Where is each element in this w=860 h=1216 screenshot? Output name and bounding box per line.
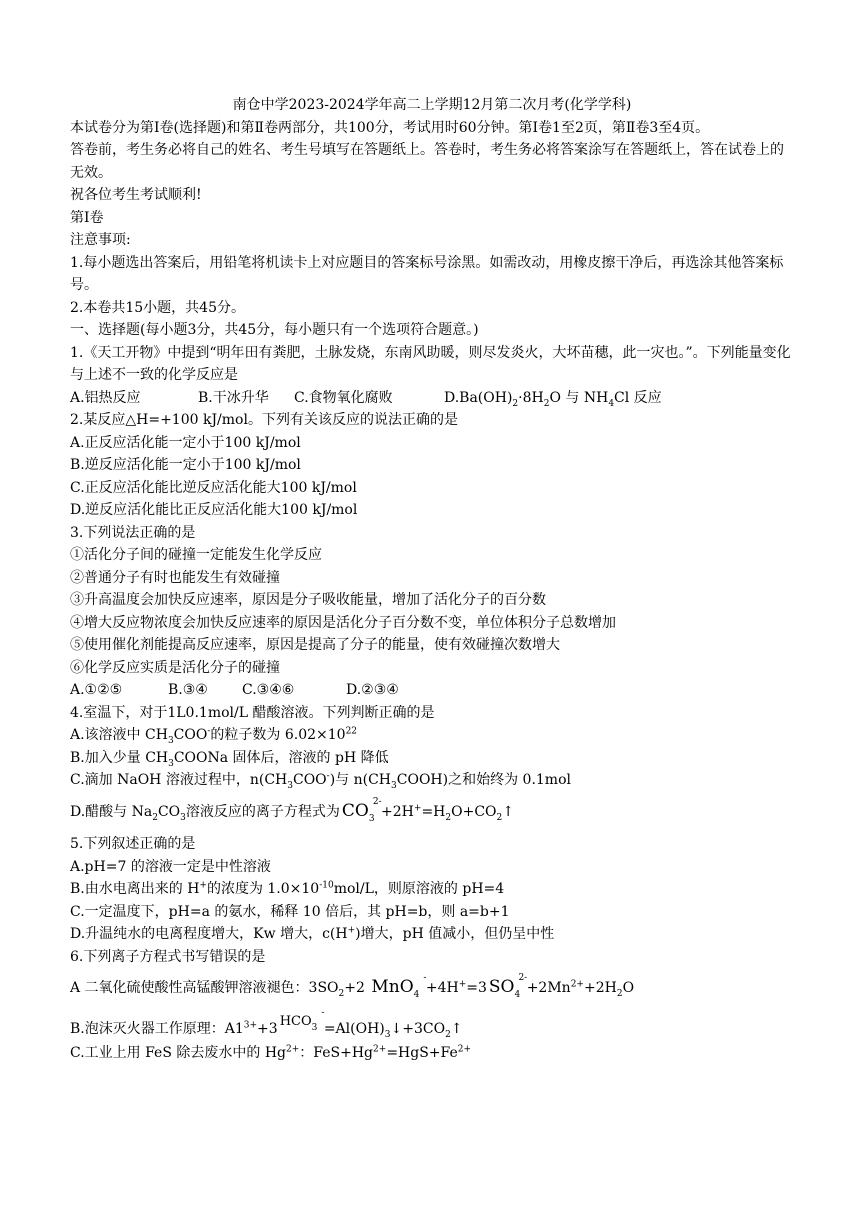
- q6-option-b: B.泡沫灭火器工作原理：$A1^{3+}+3$ $HCO_3$ - $=Al(OH)_3↓+3CO_2↑$: [70, 1007, 463, 1040]
- q1-options: [70, 387, 794, 410]
- carbonate-ion: $CO_3$ 2-: [341, 796, 382, 824]
- q1-option-a: A.铝热反应: [70, 389, 141, 406]
- q3-item-4: ④增大反应物浓度会加快反应速率的原因是活化分子百分数不变，单位体积分子总数增加: [70, 614, 616, 631]
- q3-option-c: C.③④⑥: [242, 682, 295, 698]
- exam-content: [70, 94, 794, 1065]
- q5-option-c: C.一定温度下，pH=a 的氨水，稀释 10 倍后，其 pH=b，则 a=b+1: [70, 903, 510, 920]
- q5-option-a: A.pH=7 的溶液一定是中性溶液: [70, 858, 271, 875]
- intro-line-2: 答卷前，考生务必将自己的姓名、考生号填写在答题纸上。答卷时，考生务必将答案涂写在答题纸上，答在试卷上的无效。: [70, 142, 784, 181]
- notice-2: 2.本卷共15小题，共45分。: [70, 299, 245, 316]
- sulfate-ion: $SO_4$ 2-: [488, 973, 528, 1000]
- intro-line-3: 祝各位考生考试顺利!: [70, 187, 202, 203]
- q3-option-d: D.②③④: [346, 682, 399, 698]
- volume-heading: 第Ⅰ卷: [70, 209, 104, 226]
- q6-stem: 6.下列离子方程式书写错误的是: [70, 948, 266, 965]
- section-heading: 一、选择题(每小题3分，共45分，每小题只有一个选项符合题意。): [70, 322, 479, 338]
- q2-option-d: D.逆反应活化能比正反应活化能大100 kJ/mol: [70, 502, 358, 518]
- q4-option-b: B.加入少量 $CH_3COONa$ 固体后，溶液的 pH 降低: [70, 749, 389, 769]
- q1-option-d: $D.Ba(OH)_2\cdot 8H_2O$ 与 $NH_4Cl$ 反应: [444, 389, 662, 409]
- q1-option-c: C.食物氧化腐败: [294, 389, 393, 406]
- q3-item-3: ③升高温度会加快反应速率，原因是分子吸收能量，增加了活化分子的百分数: [70, 592, 546, 608]
- q4-option-d: D.醋酸与 $Na_2CO_3$溶液反应的离子方程式为 $CO_3$ 2- $+2H^+=H_2O+CO_2↑$: [70, 796, 515, 824]
- q6-option-c: C.工业上用 FeS 除去废水中的 $Hg^{2+}$：$FeS+Hg^{2+}=HgS+Fe^{2+}$: [70, 1044, 472, 1061]
- q1-option-b: B.干冰升华: [198, 389, 269, 406]
- q3-stem: 3.下列说法正确的是: [70, 524, 196, 541]
- q5-option-d: D.升温纯水的电离程度增大，Kw 增大，c(H+)增大，pH 值减小，但仍呈中性: [70, 925, 555, 942]
- q1-stem: 1.《天工开物》中提到“明年田有粪肥，土脉发烧，东南风助暖，则尽发炎火，大坏苗穗，此一灾也。”。下列能量变化与上述不一致的化学反应是: [70, 344, 791, 383]
- q3-item-1: ①活化分子间的碰撞一定能发生化学反应: [70, 547, 322, 563]
- q3-option-a: A.①②⑤: [70, 682, 123, 698]
- q2-option-b: B.逆反应活化能一定小于100 kJ/mol: [70, 457, 301, 473]
- q4-stem: 4.室温下，对于1L0.1mol/L 醋酸溶液。下列判断正确的是: [70, 704, 435, 721]
- q3-options: [70, 679, 794, 702]
- intro-line-1: 本试卷分为第Ⅰ卷(选择题)和第Ⅱ卷两部分，共100分，考试用时60分钟。第Ⅰ卷1至2页，第Ⅱ卷3至4页。: [70, 119, 710, 136]
- q2-stem: 2.某反应△H=+100 kJ/mol。下列有关该反应的说法正确的是: [70, 412, 458, 428]
- q3-item-2: ②普通分子有时也能发生有效碰撞: [70, 569, 280, 586]
- bicarbonate-ion: $HCO_3$ -: [279, 1007, 325, 1033]
- exam-title: 南仓中学2023-2024学年高二上学期12月第二次月考(化学学科): [232, 97, 632, 113]
- q3-option-b: B.③④: [168, 682, 208, 698]
- q4-option-a: A.该溶液中 $CH_3COO^-$的粒子数为 $6.02\times 10^{22}$: [70, 726, 358, 746]
- q3-item-5: ⑤使用催化剂能提高反应速率，原因是提高了分子的能量，使有效碰撞次数增大: [70, 637, 560, 653]
- q5-option-b: B.由水电离出来的 H+的浓度为 $1.0\times 10^{-10}mol/L$，则原溶液的 pH=4: [70, 880, 505, 897]
- notice-heading: 注意事项:: [70, 232, 131, 248]
- q6-option-a: A 二氧化硫使酸性高锰酸钾溶液褪色：$3SO_2+2$ MnO$_4$ - +4H+=3 $SO_4$ 2- $+2Mn^{2+}+2H_2O$: [70, 973, 635, 1000]
- q3-item-6: ⑥化学反应实质是活化分子的碰撞: [70, 659, 280, 676]
- permanganate-ion: MnO$_4$ -: [371, 973, 427, 1000]
- q2-option-c: C.正反应活化能比逆反应活化能大100 kJ/mol: [70, 479, 357, 496]
- q4-option-c: C.滴加 NaOH 溶液过程中，$n(CH_3COO^-)$与 $n(CH_3COOH)$之和始终为 0.1mol: [70, 771, 571, 791]
- notice-1: 1.每小题选出答案后，用铅笔将机读卡上对应题目的答案标号涂黑。如需改动，用橡皮擦干净后，再选涂其他答案标号。: [70, 254, 784, 293]
- q2-option-a: A.正反应活化能一定小于100 kJ/mol: [70, 434, 301, 451]
- q5-stem: 5.下列叙述正确的是: [70, 836, 196, 852]
